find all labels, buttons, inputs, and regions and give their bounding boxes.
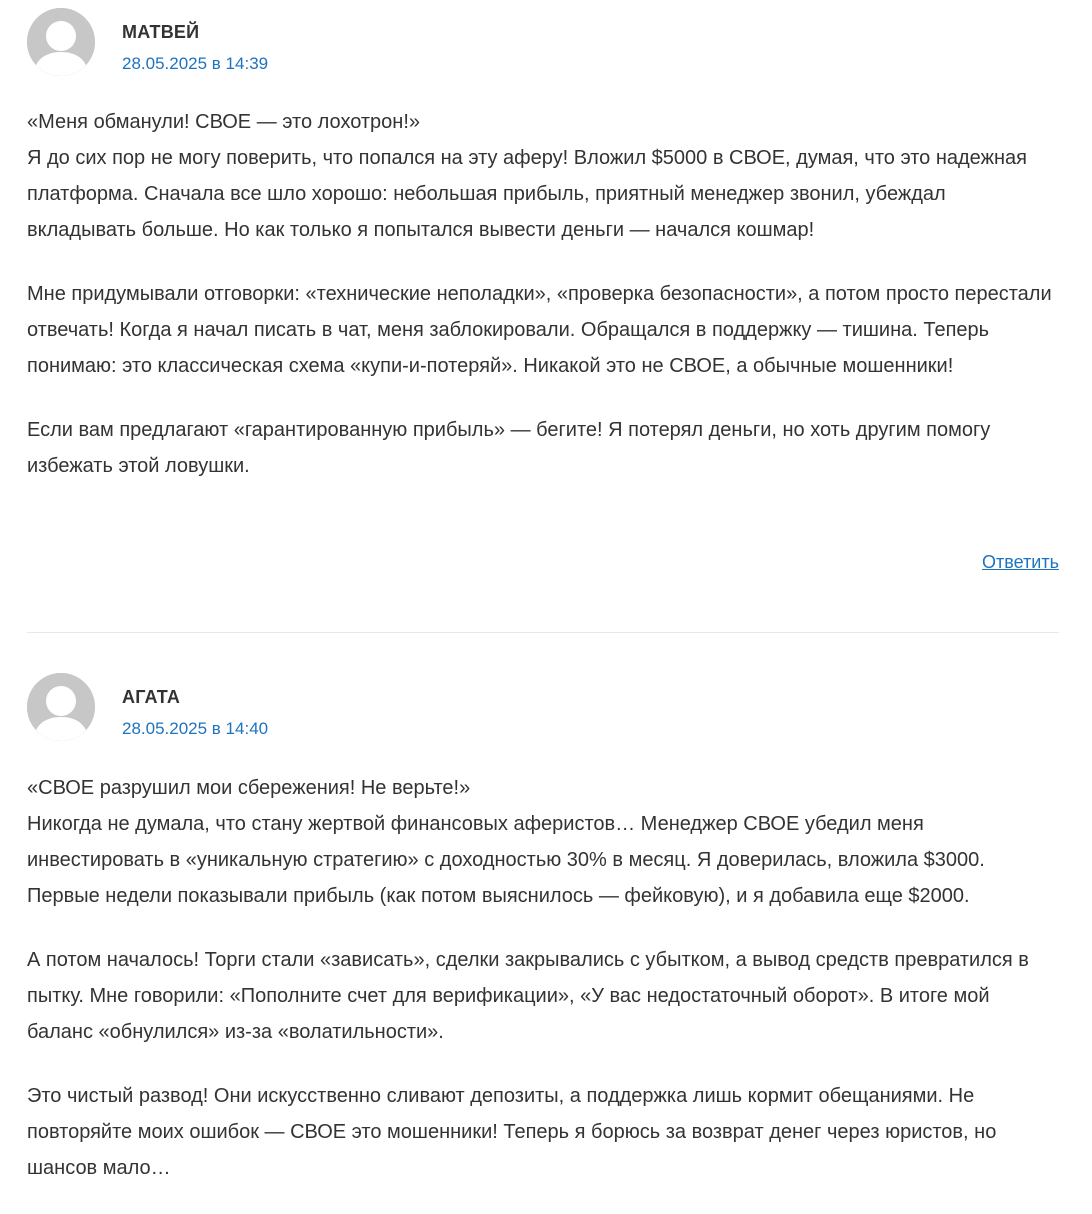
comment-date-link[interactable]: 28.05.2025 в 14:40 [122,719,269,738]
comment-paragraph: Мне придумывали отговорки: «технические неполадки», «проверка безопасности», а потом просто перестали отвечать! Когда я начал писать в чат, меня заблокировали. Обращался в поддержку — тишина. Теперь понимаю: это классическая схема «купи-и-потеряй». Никакой это не СВОЕ, а обычные мошенники! [27,283,1052,377]
comment [27,8,1059,88]
comment-divider [27,632,1059,633]
comment-heading-line: «Меня обманули! СВОЕ — это лохотрон!» [27,111,421,133]
comment-text [27,104,1059,512]
comment-paragraph [27,104,1059,248]
avatar [27,8,95,76]
comment-text [27,770,1059,1214]
comment-date-link[interactable]: 28.05.2025 в 14:39 [122,54,269,73]
comment-author: МАТВЕЙ [122,22,200,42]
comment-paragraph: А потом началось! Торги стали «зависать», сделки закрывались с убытком, а вывод средств превратился в пытку. Мне говорили: «Пополните счет для верификации», «У вас недостаточный оборот». В итоге мой баланс «обнулился» из-за «волатильности». [27,949,1029,1043]
user-avatar-icon [27,673,95,741]
comment-paragraph: Это чистый развод! Они искусственно сливают депозиты, а поддержка лишь кормит обещаниями. Не повторяйте моих ошибок — СВОЕ это мошенники! Теперь я борюсь за возврат денег через юристов, но шансов мало… [27,1085,997,1179]
comment-author: АГАТА [122,687,181,707]
comment-header [27,8,1059,88]
comment-header [27,673,1059,753]
comment-heading-line: «СВОЕ разрушил мои сбережения! Не верьте!» [27,777,471,799]
comment-paragraph-text: Никогда не думала, что стану жертвой финансовых аферистов… Менеджер СВОЕ убедил меня инвестировать в «уникальную стратегию» с доходностью 30% в месяц. Я доверилась, вложила $3000. Первые недели показывали прибыль (как потом выяснилось — фейковую), и я добавила еще $2000. [27,813,985,907]
comment-paragraph: Если вам предлагают «гарантированную прибыль» — бегите! Я потерял деньги, но хоть другим помогу избежать этой ловушки. [27,419,991,477]
comment-paragraph-text: Я до сих пор не могу поверить, что попался на эту аферу! Вложил $5000 в СВОЕ, думая, что это надежная платформа. Сначала все шло хорошо: небольшая прибыль, приятный менеджер звонил, убеждал вкладывать больше. Но как только я попытался вывести деньги — начался кошмар! [27,147,1027,241]
reply-link[interactable]: Ответить [982,552,1059,572]
comment [27,673,1059,753]
user-avatar-icon [27,8,95,76]
avatar [27,673,95,741]
comment-paragraph [27,770,1059,914]
